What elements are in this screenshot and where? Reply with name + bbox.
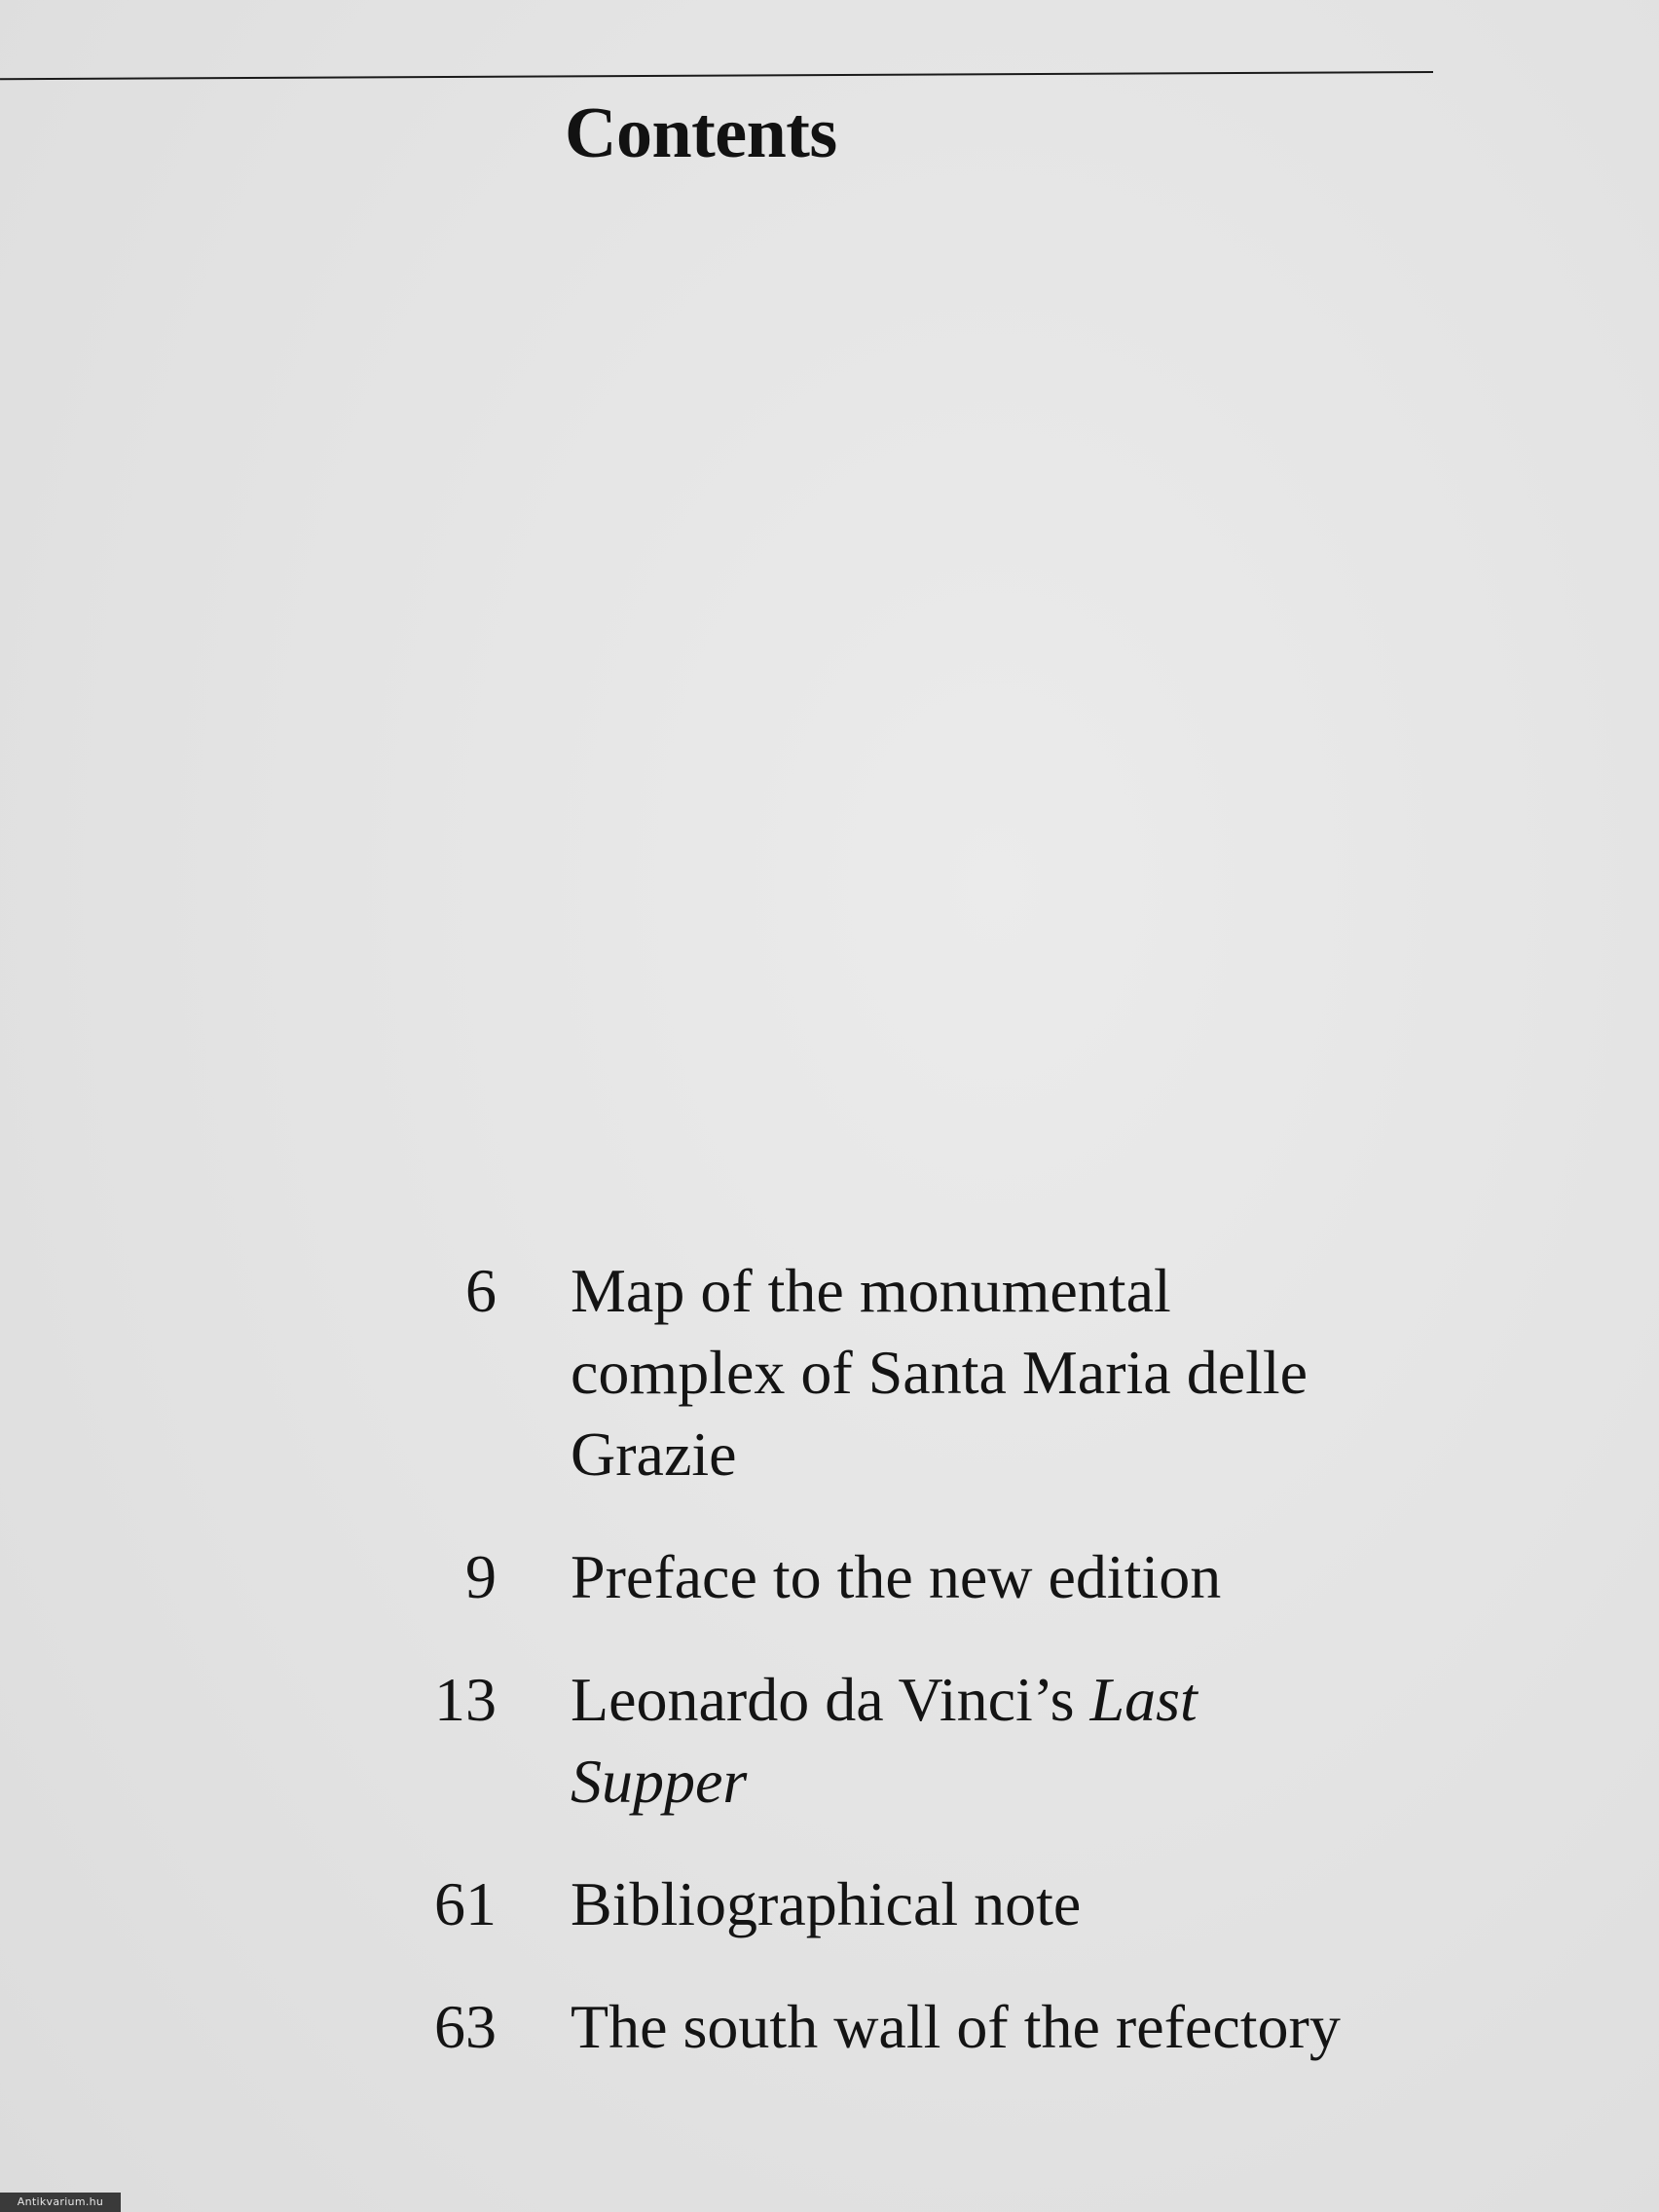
top-rule: [0, 71, 1433, 80]
toc-entry-label-text: Leonardo da Vinci’s: [571, 1665, 1090, 1734]
toc-page-number: 13: [434, 1665, 497, 1734]
toc-page-number: 61: [434, 1869, 497, 1938]
toc-entry-label: The south wall of the refectory: [571, 1992, 1341, 2061]
toc-page-number: 9: [465, 1542, 497, 1611]
toc-page-number: 6: [465, 1256, 497, 1325]
toc-entry: [389, 1863, 1470, 1945]
toc-entry-label: [571, 1659, 1379, 1823]
watermark: Antikvarium.hu: [0, 2193, 121, 2212]
page-title: Contents: [565, 93, 837, 173]
toc-entry-label: Map of the monumental complex of Santa Maria delle Grazie: [571, 1256, 1309, 1489]
toc-entry: [389, 1250, 1470, 1495]
toc-entry-label: Bibliographical note: [571, 1869, 1082, 1938]
toc-entry: [389, 1659, 1470, 1823]
table-of-contents: [389, 1250, 1470, 2068]
toc-entry-label: Preface to the new edition: [571, 1542, 1222, 1611]
toc-entry: [389, 1986, 1470, 2068]
toc-entry: [389, 1536, 1470, 1618]
toc-page-number: 63: [434, 1992, 497, 2061]
toc-entry-label-italic: Last Supper: [571, 1665, 1198, 1816]
